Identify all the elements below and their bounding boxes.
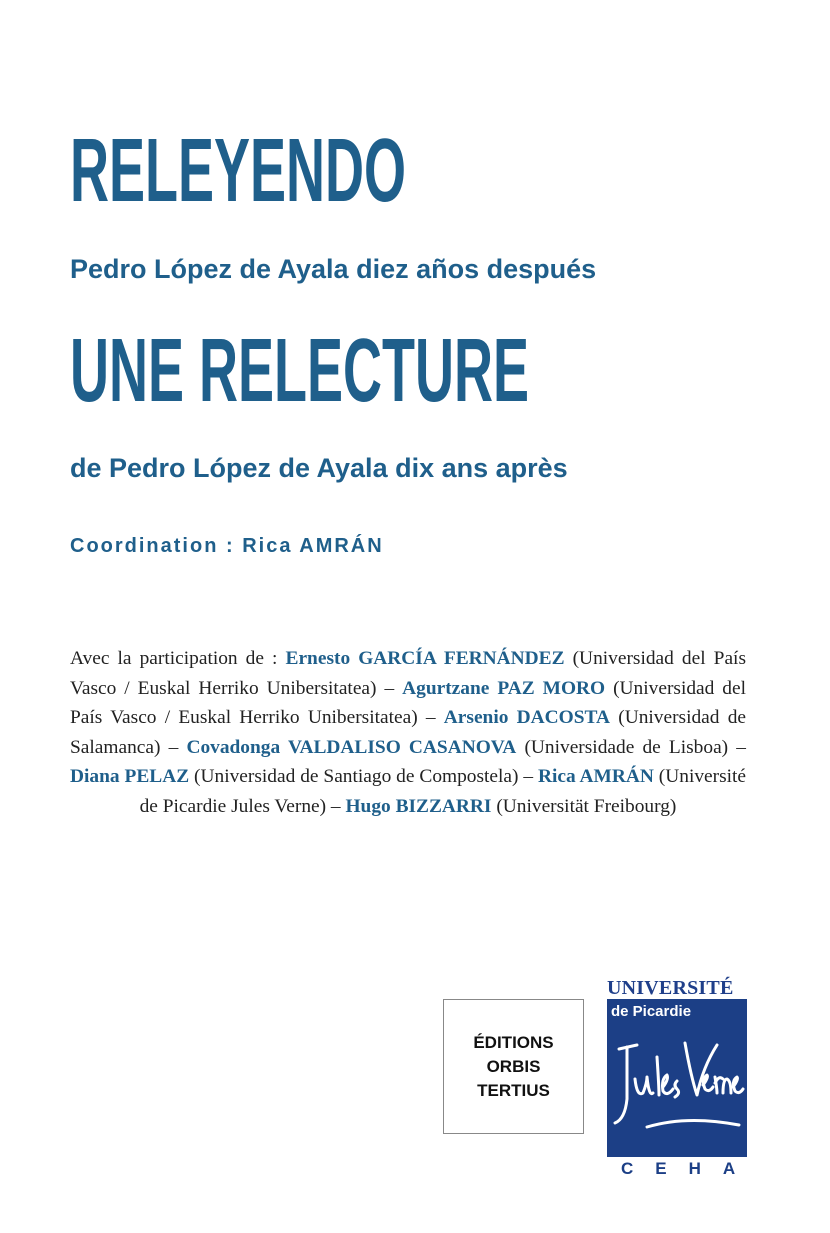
contributor-name: Covadonga VALDALISO CASANOVA	[186, 736, 517, 758]
university-logo	[607, 977, 758, 1179]
title-une-relecture: UNE RELECTURE	[70, 321, 530, 421]
logo-ceha-text: CEHA	[621, 1159, 758, 1178]
jules-verne-signature	[607, 1027, 747, 1147]
contributor-name: Diana PELAZ	[70, 766, 190, 788]
subtitle-french: de Pedro López de Ayala dix ans après	[70, 453, 568, 483]
contributor-name: Rica AMRÁN	[538, 766, 654, 788]
title-releyendo: RELEYENDO	[70, 121, 407, 221]
contributor-affiliation: (Universidad del País Vasco / Euskal Herriko Unibersitatea) –	[70, 677, 746, 729]
publisher-line-tertius: TERTIUS	[477, 1080, 550, 1100]
logo-blue-panel	[607, 999, 747, 1157]
contributor-affiliation: (Universidad del País Vasco / Euskal Herriko Unibersitatea) –	[70, 648, 746, 699]
publisher-line-orbis: ORBIS	[486, 1056, 541, 1076]
publisher-line-editions: ÉDITIONS	[473, 1032, 554, 1052]
subtitle-spanish: Pedro López de Ayala diez años después	[70, 254, 597, 284]
contributor-affiliation: (Université de Picardie Jules Verne) –	[139, 766, 747, 817]
logo-de-picardie-text: de Picardie	[611, 1003, 692, 1020]
logo-universite-text: UNIVERSITÉ	[607, 977, 734, 999]
contributor-affiliation: (Universität Freibourg)	[491, 795, 677, 817]
participation-intro: Avec la participation de :	[70, 648, 286, 669]
contributor-name: Agurtzane PAZ MORO	[402, 677, 606, 699]
contributor-name: Arsenio DACOSTA	[443, 707, 611, 729]
coordination-line: Coordination : Rica AMRÁN	[70, 535, 384, 557]
contributor-affiliation: (Universidad de Santiago de Compostela) –	[189, 766, 539, 788]
contributor-affiliation: (Universidade de Lisboa) –	[516, 736, 746, 758]
participation-paragraph	[70, 644, 746, 822]
contributor-name: Hugo BIZZARRI	[345, 795, 492, 817]
contributor-affiliation: (Universidad de Salamanca) –	[70, 707, 746, 758]
contributor-name: Ernesto GARCÍA FERNÁNDEZ	[285, 648, 565, 669]
publisher-logo-box	[443, 999, 584, 1134]
